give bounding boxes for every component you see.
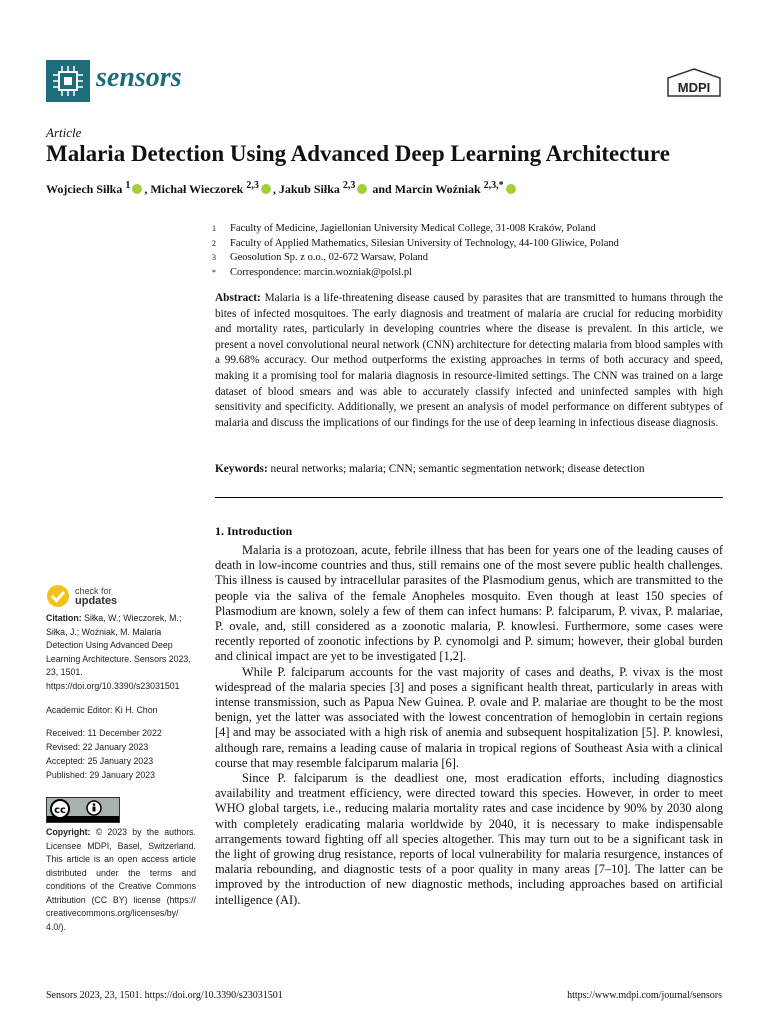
accepted-date: Accepted: 25 January 2023 bbox=[46, 756, 154, 766]
journal-logo-icon bbox=[46, 60, 90, 102]
check-for-updates-badge[interactable]: check for updates bbox=[46, 584, 117, 608]
citation-text[interactable]: Siłka, W.; Wieczorek, M.; Siłka, J.; Woźniak, M. Malaria Detection Using Advanced Deep Learning Architecture. Sensors 2023, 23, 1501. https://doi.org/10.3390/s23031501 bbox=[46, 613, 191, 691]
orcid-icon[interactable] bbox=[132, 184, 142, 194]
copyright-text: © 2023 by the authors. Licensee MDPI, Basel, Switzerland. This article is an open access article distributed under the terms and conditions of the Creative Commons Attribution (CC BY) license (https:// creativecommons.org/licenses/by/ 4.0/). bbox=[46, 827, 196, 932]
article-type: Article bbox=[46, 125, 82, 140]
keywords-text: neural networks; malaria; CNN; semantic segmentation network; disease detection bbox=[270, 463, 645, 475]
paragraph: Malaria is a protozoan, acute, febrile illness that has been for years one of the leading causes of death in low-income countries and thus, still remains one of the most severe public health challenges. This illness is caused by intracellular parasites of the Plasmodium genus, which are transmitted to the people via the saliva of the female Anopheles mosquito. Even though at least 150 species of Plasmodium are known, solely a few of them can infect humans: P. falciparum, P. vivax, P. malariae, P. ovale, and, still considered as a zoonotic malaria, P. knowlesi. Furthermore, some cases were recently reported of zoonotic infections by P. cynomolgi and P. simum; however, their global burden and clinical impact are yet to be investigated [1,2]. bbox=[215, 543, 723, 664]
keywords-label: Keywords: bbox=[215, 463, 268, 475]
svg-text:MDPI: MDPI bbox=[677, 80, 711, 95]
author-affiliation-sup: 2,3 bbox=[342, 180, 356, 191]
article-title: Malaria Detection Using Advanced Deep Learning Architecture bbox=[46, 141, 670, 166]
revised-date: Revised: 22 January 2023 bbox=[46, 742, 149, 752]
mdpi-logo[interactable] bbox=[665, 68, 723, 105]
keywords bbox=[215, 463, 723, 475]
citation-block: Citation: Siłka, W.; Wieczorek, M.; Siłka, J.; Woźniak, M. Malaria Detection Using Advanced Deep Learning Architecture. Sensors 2023, 23, 1501. https://doi.org/10.3390/s23031501 bbox=[46, 613, 191, 691]
orcid-icon[interactable] bbox=[357, 184, 367, 194]
copyright-block: Copyright: © 2023 by the authors. Licensee MDPI, Basel, Switzerland. This article is an open access article distributed under the terms and conditions of the Creative Commons Attribution (CC BY) license (https:// creativecommons.org/licenses/by/ 4.0/). bbox=[46, 827, 196, 932]
journal-name[interactable]: sensors bbox=[96, 62, 182, 93]
abstract-text: Malaria is a life-threatening disease caused by parasites that are transmitted to humans through the bites of infected mosquitoes. The early diagnosis and treatment of malaria are crucial for reducing morbidity and mortality rates, particularly in developing countries where the disease is prevalent. In this article, we present a novel convolutional neural network (CNN) architecture for detecting malaria from blood samples with a 99.68% accuracy. Our method outperforms the existing approaches in terms of both accuracy and speed, making it a promising tool for malaria diagnosis in resource-limited settings. The CNN was trained on a large dataset of blood smears and was able to accurately classify infected and uninfected samples with high sensitivity and specificity. Additionally, we present an analysis of model performance on different subtypes of malaria and discuss the implications of our findings for the use of deep learning in infectious disease diagnosis. bbox=[215, 292, 724, 429]
check-updates-icon bbox=[46, 584, 70, 608]
affiliation-item: 2 Faculty of Applied Mathematics, Silesian University of Technology, 44-100 Gliwice, Poland bbox=[212, 237, 619, 249]
published-date: Published: 29 January 2023 bbox=[46, 770, 156, 780]
affiliations bbox=[212, 222, 619, 280]
paragraph: Since P. falciparum is the deadliest one, most eradication efforts, including diagnostics availability and treatment efficiency, were directed toward this species. However, in order to meet WHO global targets, i.e., reducing malaria mortality rates and case incidence by 90% by 2030 along with completely eradicating malaria worldwide by 2040, it is necessary to make indispensable arrangements toward fighting off all species altogether. This may turn out to be a significant task in the light of growing drug resistance, reports of local vulnerability for malaria resurgence, instances of malaria rebounding, and diagnostic tests of a poor quality in many areas [7–10]. The latter can be improved by the introduction of new diagnostic methods, including approaches based on artificial intelligence (AI). bbox=[215, 771, 723, 907]
author-list: Wojciech Siłka $^1$ , Michał Wieczorek $^{2,3}$ , Jakub Siłka $^{2,3}$ and Marcin Woźniak $^{2,3,*}$ bbox=[46, 180, 518, 197]
footer-citation[interactable]: Sensors 2023, 23, 1501. https://doi.org/10.3390/s23031501 bbox=[46, 990, 283, 1001]
affiliation-item: * Correspondence: marcin.wozniak@polsl.pl bbox=[212, 266, 412, 278]
cc-by-license-icon[interactable] bbox=[46, 797, 120, 823]
abstract-label: Abstract: bbox=[215, 292, 261, 304]
paragraph: While P. falciparum accounts for the vast majority of cases and deaths, P. vivax is the most widespread of the malaria species [3] and poses a significant health threat, particularly in areas with intense transmission, such as Papua New Guinea. P. ovale and P. malariae are thought to be the most benign, yet the latter was associated with the lowest concentration of hemoglobin in certain regions [4] and may be associated with a high risk of anemia and subsequent hospitalization [5]. P. knowlesi, although rare, remains a leading cause of malaria in tropical regions of Southeast Asia with a clinical course that may resemble falciparum malaria [6]. bbox=[215, 664, 723, 770]
author-affiliation-sup: 1 bbox=[125, 180, 131, 191]
affiliation-item: 3 Geosolution Sp. z o.o., 02-672 Warsaw, Poland bbox=[212, 252, 429, 263]
orcid-icon[interactable] bbox=[261, 184, 271, 194]
abstract bbox=[215, 291, 723, 431]
section-heading: 1. Introduction bbox=[215, 524, 293, 538]
author-name[interactable]: Marcin Woźniak bbox=[394, 182, 481, 196]
orcid-icon[interactable] bbox=[506, 184, 516, 194]
author-name[interactable]: Michał Wieczorek bbox=[150, 182, 244, 196]
author-name[interactable]: Jakub Siłka bbox=[278, 182, 340, 196]
author-affiliation-sup: 2,3 bbox=[246, 180, 259, 191]
body-text bbox=[215, 543, 723, 908]
affiliation-item: 1 Faculty of Medicine, Jagiellonian University Medical College, 31-008 Kraków, Poland bbox=[212, 223, 596, 234]
author-affiliation-sup: 2,3,* bbox=[483, 180, 504, 191]
footer-journal-url[interactable]: https://www.mdpi.com/journal/sensors bbox=[567, 990, 722, 1001]
academic-editor: Academic Editor: Ki H. Chon bbox=[46, 705, 158, 715]
received-date: Received: 11 December 2022 bbox=[46, 728, 162, 738]
svg-text:cc: cc bbox=[54, 805, 66, 816]
section-divider bbox=[215, 497, 723, 498]
author-name[interactable]: Wojciech Siłka bbox=[46, 182, 123, 196]
